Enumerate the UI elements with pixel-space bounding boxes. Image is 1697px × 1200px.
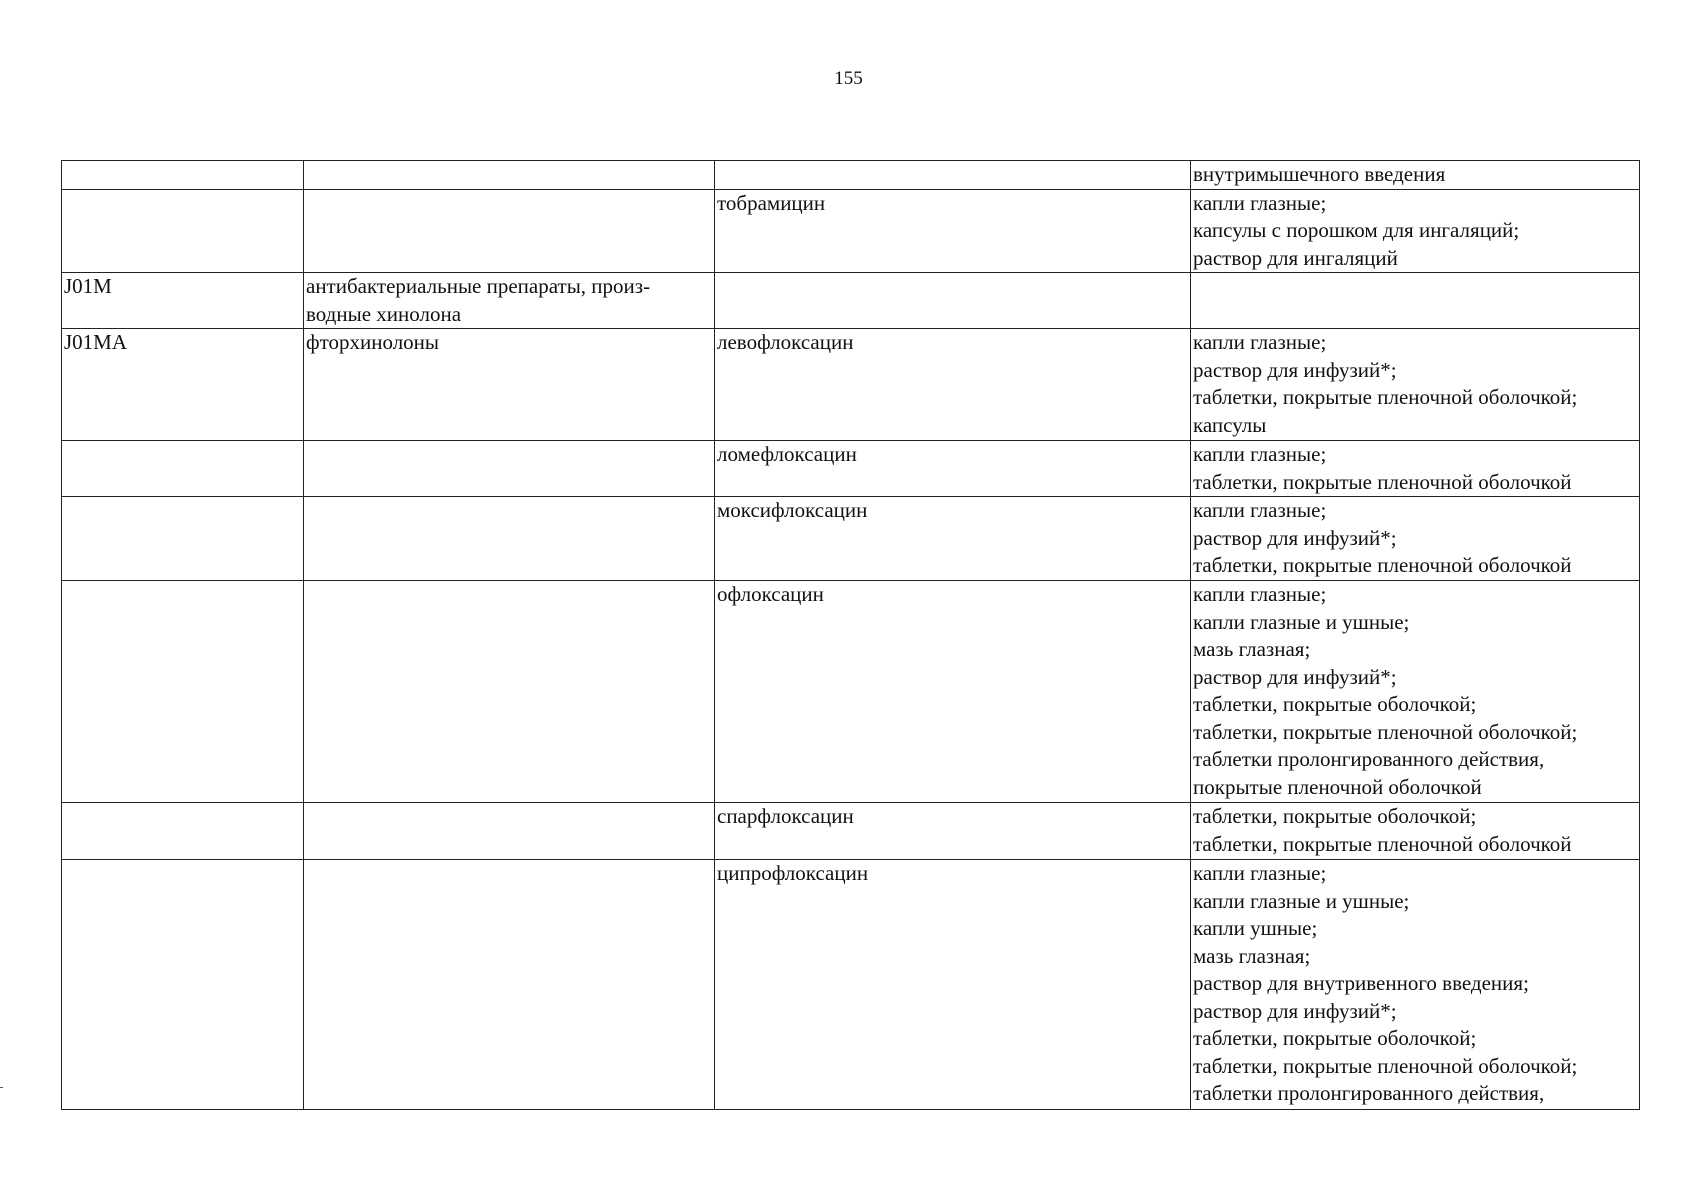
- dosage-form: таблетки, покрытые пленочной оболочкой;: [1193, 385, 1578, 409]
- dosage-form: капли глазные и ушные;: [1193, 609, 1410, 634]
- drug-table: [61, 160, 1640, 1110]
- table-row: [62, 189, 1640, 273]
- drug-name: ломефлоксацин: [717, 442, 857, 466]
- drug-name: спарфлоксацин: [717, 804, 854, 828]
- dosage-form: капли глазные;: [1193, 861, 1327, 885]
- drug-name-cell: [715, 860, 1191, 1110]
- dosage-form: мазь глазная;: [1193, 943, 1311, 968]
- drug-name-cell: [715, 273, 1191, 329]
- dosage-form: капли глазные и ушные;: [1193, 888, 1410, 913]
- group-cell: [304, 860, 715, 1110]
- dosage-forms-cell: [1191, 273, 1640, 329]
- dosage-form: раствор для инфузий*;: [1193, 357, 1397, 382]
- dosage-form: капли глазные;: [1193, 442, 1327, 466]
- drug-name-cell: [715, 441, 1191, 497]
- group-name: антибактериальные препараты, произ-: [306, 274, 651, 298]
- group-name: фторхинолоны: [306, 330, 440, 354]
- dosage-forms-cell: [1191, 441, 1640, 497]
- dosage-form: капли глазные;: [1193, 330, 1327, 354]
- dosage-forms-cell: [1191, 189, 1640, 273]
- dosage-form: капли глазные;: [1193, 582, 1327, 606]
- table-row: [62, 329, 1640, 441]
- atc-code-cell: [62, 803, 304, 860]
- group-cell: [304, 581, 715, 803]
- atc-code-cell: [62, 273, 304, 329]
- drug-name-cell: [715, 189, 1191, 273]
- dosage-form: раствор для инфузий*;: [1193, 525, 1397, 550]
- dosage-form: таблетки, покрытые пленочной оболочкой;: [1193, 719, 1578, 744]
- drug-name: ципрофлоксацин: [717, 861, 869, 885]
- dosage-form: мазь глазная;: [1193, 637, 1311, 661]
- dosage-form: таблетки, покрытые пленочной оболочкой;: [1193, 1053, 1578, 1078]
- group-cell: [304, 189, 715, 273]
- dosage-form: таблетки, покрытые оболочкой;: [1193, 692, 1477, 716]
- dosage-form: таблетки, покрытые оболочкой;: [1193, 804, 1477, 828]
- drug-name-cell: [715, 161, 1191, 190]
- group-cell: [304, 161, 715, 190]
- dosage-form: таблетки, покрытые пленочной оболочкой: [1193, 831, 1572, 856]
- drug-name-cell: [715, 803, 1191, 860]
- group-cell: [304, 329, 715, 441]
- dosage-forms-cell: [1191, 161, 1640, 190]
- drug-name: левофлоксацин: [717, 330, 854, 354]
- dosage-forms-cell: [1191, 497, 1640, 581]
- dosage-form: таблетки пролонгированного действия,: [1193, 747, 1545, 771]
- drug-name: тобрамицин: [717, 190, 826, 215]
- atc-code: J01MA: [64, 330, 128, 354]
- dosage-form: таблетки, покрытые оболочкой;: [1193, 1026, 1477, 1050]
- atc-code-cell: [62, 161, 304, 190]
- atc-code-cell: [62, 581, 304, 803]
- dosage-form: капсулы с порошком для ингаляций;: [1193, 218, 1520, 242]
- dosage-forms-cell: [1191, 581, 1640, 803]
- scan-edge-mark: [0, 1087, 3, 1088]
- atc-code-cell: [62, 329, 304, 441]
- group-name: водные хинолона: [306, 301, 462, 326]
- drug-name: моксифлоксацин: [717, 498, 868, 522]
- atc-code-cell: [62, 860, 304, 1110]
- page-number: 155: [834, 68, 863, 89]
- atc-code-cell: [62, 497, 304, 581]
- dosage-form: покрытые пленочной оболочкой: [1193, 774, 1482, 799]
- table-row: [62, 803, 1640, 860]
- drug-name-cell: [715, 581, 1191, 803]
- drug-name: офлоксацин: [717, 582, 824, 606]
- dosage-forms-cell: [1191, 329, 1640, 441]
- drug-name-cell: [715, 497, 1191, 581]
- dosage-form: таблетки пролонгированного действия,: [1193, 1081, 1545, 1105]
- dosage-forms-cell: [1191, 860, 1640, 1110]
- dosage-form: таблетки, покрытые пленочной оболочкой: [1193, 469, 1572, 494]
- group-cell: [304, 441, 715, 497]
- atc-code-cell: [62, 441, 304, 497]
- dosage-form: раствор для ингаляций: [1193, 245, 1398, 270]
- table-row: [62, 441, 1640, 497]
- table-row: [62, 860, 1640, 1110]
- table-row: [62, 497, 1640, 581]
- atc-code: J01M: [64, 274, 112, 298]
- dosage-form: капсулы: [1193, 412, 1267, 437]
- dosage-form: капли ушные;: [1193, 916, 1318, 940]
- dosage-form: раствор для инфузий*;: [1193, 998, 1397, 1023]
- dosage-form: капли глазные;: [1193, 190, 1327, 215]
- table-row: [62, 273, 1640, 329]
- dosage-form: таблетки, покрытые пленочной оболочкой: [1193, 553, 1572, 577]
- atc-code-cell: [62, 189, 304, 273]
- group-cell: [304, 273, 715, 329]
- dosage-form: внутримышечного введения: [1193, 162, 1446, 186]
- dosage-form: капли глазные;: [1193, 498, 1327, 522]
- dosage-form: раствор для инфузий*;: [1193, 664, 1397, 689]
- dosage-forms-cell: [1191, 803, 1640, 860]
- group-cell: [304, 497, 715, 581]
- dosage-form: раствор для внутривенного введения;: [1193, 971, 1529, 995]
- table-row: [62, 581, 1640, 803]
- group-cell: [304, 803, 715, 860]
- drug-name-cell: [715, 329, 1191, 441]
- table-row: [62, 161, 1640, 190]
